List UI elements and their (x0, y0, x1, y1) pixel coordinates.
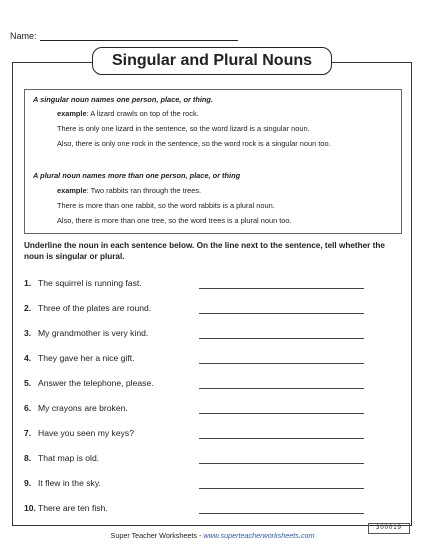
name-row (10, 31, 238, 41)
question-number: 3. (24, 328, 32, 338)
question-text: That map is old. (38, 453, 100, 463)
plural-example-text: : Two rabbits ran through the trees. (86, 186, 202, 195)
question-number: 9. (24, 478, 32, 488)
footer-brand: Super Teacher Worksheets - (110, 531, 204, 540)
singular-note-1: There is only one lizard in the sentence, so the word lizard is a singular noun. (57, 124, 310, 133)
answer-line[interactable] (199, 513, 364, 514)
answer-line[interactable] (199, 413, 364, 414)
question-row (24, 428, 198, 438)
question-row (24, 278, 198, 288)
singular-note-2: Also, there is only one rock in the sentence, so the word rock is a singular noun too. (57, 139, 331, 148)
answer-line[interactable] (199, 363, 364, 364)
singular-example-label: example (57, 109, 87, 118)
question-row (24, 378, 198, 388)
name-input-line[interactable] (40, 31, 238, 41)
question-text: Have you seen my keys? (38, 428, 135, 438)
answer-line[interactable] (199, 463, 364, 464)
answer-line[interactable] (199, 288, 364, 289)
plural-note-2: Also, there is more than one tree, so the word trees is a plural noun too. (57, 216, 292, 225)
plural-note-1: There is more than one rabbit, so the word rabbits is a plural noun. (57, 201, 275, 210)
question-text: Answer the telephone, please. (38, 378, 154, 388)
plural-example-label: example (57, 186, 87, 195)
question-text: The squirrel is running fast. (38, 278, 142, 288)
question-text: My crayons are broken. (38, 403, 128, 413)
question-row (24, 328, 198, 338)
question-text: There are ten fish. (38, 503, 108, 513)
question-text: They gave her a nice gift. (38, 353, 135, 363)
question-number: 2. (24, 303, 32, 313)
answer-line[interactable] (199, 438, 364, 439)
worksheet-code: 300019 (368, 523, 410, 534)
singular-definition: A singular noun names one person, place, or thing. (33, 95, 213, 104)
question-text: My grandmother is very kind. (38, 328, 149, 338)
question-row (24, 453, 198, 463)
worksheet-title: Singular and Plural Nouns (92, 47, 332, 75)
singular-example-text: : A lizard crawls on top of the rock. (86, 109, 199, 118)
question-number: 5. (24, 378, 32, 388)
plural-example (57, 186, 387, 196)
question-text: Three of the plates are round. (38, 303, 152, 313)
question-number: 4. (24, 353, 32, 363)
footer-url[interactable]: www.superteacherworksheets.com (203, 531, 315, 540)
question-row (24, 503, 198, 513)
question-number: 1. (24, 278, 32, 288)
question-row (24, 303, 198, 313)
question-row (24, 403, 198, 413)
instructions: Underline the noun in each sentence below. On the line next to the sentence, tell whether the noun is singular or plural. (24, 241, 385, 262)
question-number: 10. (24, 503, 36, 513)
definition-box (24, 89, 402, 234)
question-row (24, 353, 198, 363)
answer-line[interactable] (199, 488, 364, 489)
name-label: Name: (10, 31, 37, 41)
question-number: 6. (24, 403, 32, 413)
question-number: 7. (24, 428, 32, 438)
question-row (24, 478, 198, 488)
answer-line[interactable] (199, 338, 364, 339)
answer-line[interactable] (199, 388, 364, 389)
singular-example (57, 109, 387, 119)
answer-line[interactable] (199, 313, 364, 314)
plural-definition: A plural noun names more than one person, place, or thing (33, 171, 241, 180)
footer (0, 531, 425, 540)
question-text: It flew in the sky. (38, 478, 101, 488)
question-number: 8. (24, 453, 32, 463)
